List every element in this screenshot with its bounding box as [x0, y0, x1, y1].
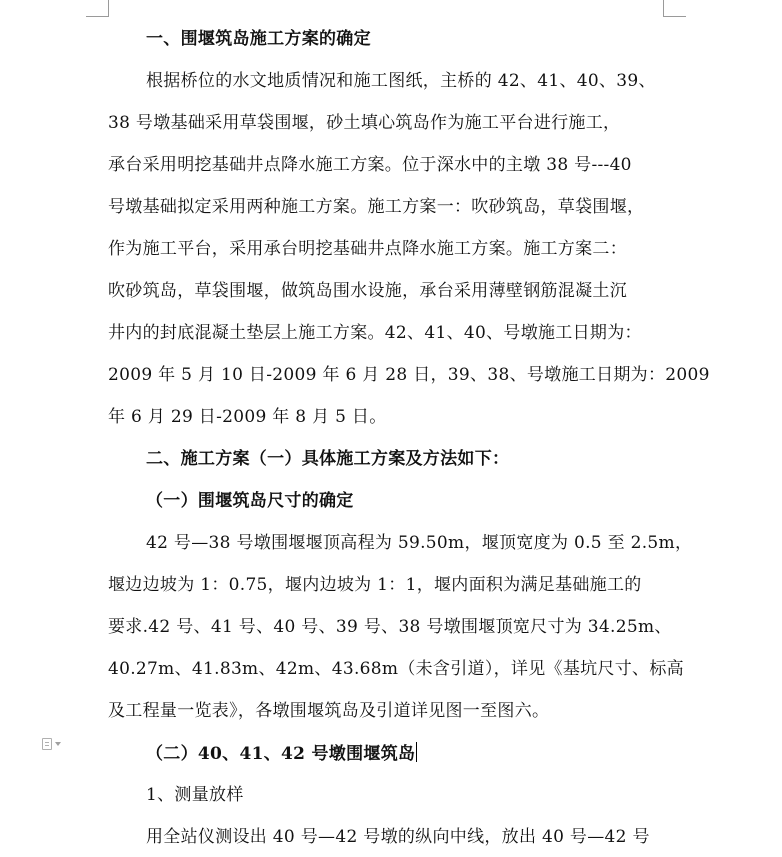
paragraph-line: 用全站仪测设出 40 号—42 号墩的纵向中线，放出 40 号—42 号: [146, 827, 650, 847]
margin-corner-top-right: [663, 0, 686, 17]
section-heading-1: 一、围堰筑岛施工方案的确定: [146, 29, 371, 49]
paragraph-options[interactable]: [42, 737, 66, 751]
paragraph-line: 40.27m、41.83m、42m、43.68m（未含引道），详见《基坑尺寸、标高: [108, 659, 684, 679]
paragraph-line: 井内的封底混凝土垫层上施工方案。42、41、40、号墩施工日期为：: [108, 323, 642, 343]
paragraph-line: 年 6 月 29 日-2009 年 8 月 5 日。: [108, 407, 387, 427]
document-icon: [42, 738, 52, 750]
paragraph-line: 及工程量一览表》，各墩围堰筑岛及引道详见图一至图六。: [108, 701, 550, 721]
paragraph-line: 吹砂筑岛，草袋围堰，做筑岛围水设施，承台采用薄壁钢筋混凝土沉: [108, 281, 627, 301]
margin-corner-top-left: [86, 0, 109, 17]
paragraph-line: 要求.42 号、41 号、40 号、39 号、38 号墩围堰顶宽尺寸为 34.25m、: [108, 617, 672, 637]
paragraph-line: 号墩基础拟定采用两种施工方案。施工方案一：吹砂筑岛，草袋围堰，: [108, 197, 645, 217]
subsection-heading-2: （二）40、41、42 号墩围堰筑岛: [146, 744, 416, 764]
paragraph-line: 承台采用明挖基础井点降水施工方案。位于深水中的主墩 38 号---40: [108, 155, 632, 175]
paragraph-line: 堰边边坡为 1：0.75，堰内边坡为 1：1，堰内面积为满足基础施工的: [108, 575, 642, 595]
paragraph-line: 42 号—38 号墩围堰堰顶高程为 59.50m，堰顶宽度为 0.5 至 2.5m，: [146, 533, 693, 553]
paragraph-line: 作为施工平台，采用承台明挖基础井点降水施工方案。施工方案二：: [108, 239, 627, 259]
numbered-item: 1、测量放样: [146, 785, 244, 805]
paragraph-line: 38 号墩基础采用草袋围堰，砂土填心筑岛作为施工平台进行施工，: [108, 113, 621, 133]
subsection-heading-1: （一）围堰筑岛尺寸的确定: [146, 491, 354, 511]
paragraph-line: 2009 年 5 月 10 日-2009 年 6 月 28 日，39、38、号墩施工日期为：2009: [108, 365, 710, 385]
section-heading-2: 二、施工方案（一）具体施工方案及方法如下：: [146, 449, 510, 469]
text-cursor: [416, 742, 417, 762]
paragraph-line: 根据桥位的水文地质情况和施工图纸，主桥的 42、41、40、39、: [146, 71, 656, 91]
chevron-down-icon: [55, 742, 61, 746]
